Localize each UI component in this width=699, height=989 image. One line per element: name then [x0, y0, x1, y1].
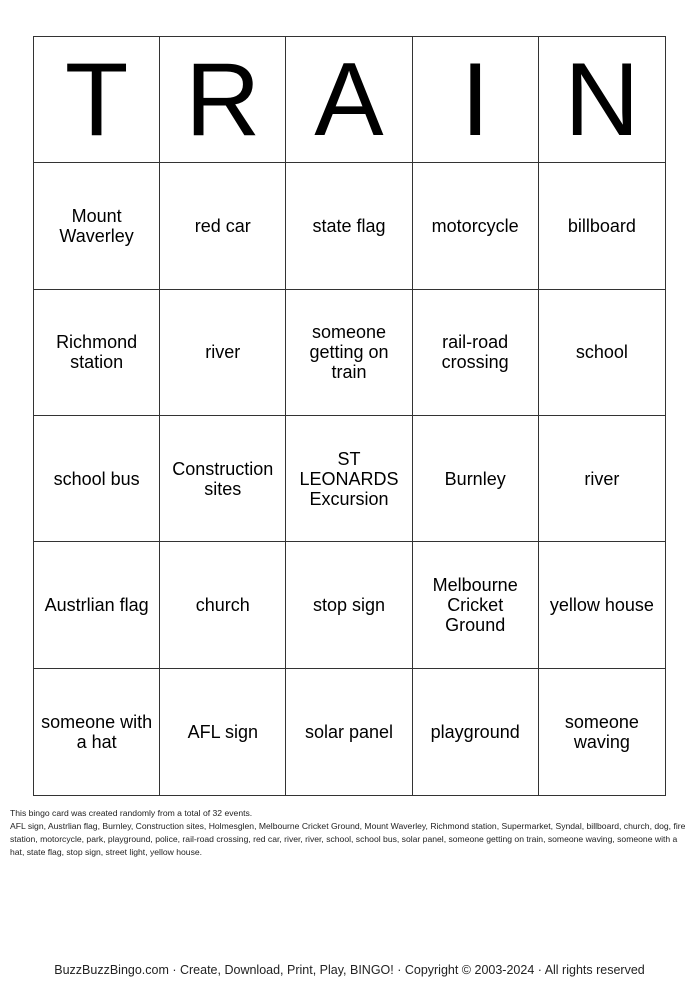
bingo-cell: playground [413, 669, 539, 795]
header-letter-r: R [160, 37, 286, 163]
header-letter-n: N [539, 37, 665, 163]
bingo-cell: red car [160, 163, 286, 289]
bingo-cell: someone waving [564, 711, 639, 752]
event-notes [10, 807, 690, 859]
bingo-cell: school bus [34, 416, 160, 542]
bingo-cell: someone with a hat [34, 669, 160, 795]
bingo-cell: Burnley [413, 416, 539, 542]
bingo-cell: Construction sites [160, 416, 286, 542]
bingo-card [33, 36, 666, 796]
bingo-cell: river [160, 290, 286, 416]
header-letter-i: I [413, 37, 539, 163]
bingo-cell: Richmond station [34, 290, 160, 416]
bingo-cell: Austrlian flag [34, 542, 160, 668]
bingo-cell: Melbourne Cricket Ground [413, 542, 539, 668]
bingo-cell: school [539, 290, 665, 416]
bingo-cell: someone getting on train [286, 290, 412, 416]
footer-copyright: BuzzBuzzBingo.com · Create, Download, Print, Play, BINGO! · Copyright © 2003-2024 · All rights reserved [54, 963, 645, 977]
bingo-cell: solar panel [286, 669, 412, 795]
bingo-cell: stop sign [286, 542, 412, 668]
bingo-cell: river [539, 416, 665, 542]
bingo-cell: church [160, 542, 286, 668]
bingo-cell: motorcycle [413, 163, 539, 289]
bingo-cell: rail-road crossing [413, 290, 539, 416]
bingo-cell: state flag [286, 163, 412, 289]
bingo-cell: Mount Waverley [34, 163, 160, 289]
bingo-cell: ST LEONARDS Excursion [286, 416, 412, 542]
bingo-cell: AFL sign [160, 669, 286, 795]
header-letter-a: A [286, 37, 412, 163]
notes-intro: This bingo card was created randomly from a total of 32 events. [10, 808, 253, 818]
header-letter-t: T [34, 37, 160, 163]
bingo-cell: billboard [539, 163, 665, 289]
notes-event-list: AFL sign, Austrlian flag, Burnley, Construction sites, Holmesglen, Melbourne Cricket Ground, Mount Waverley, Richmond station, Supermarket, Syndal, billboard, church, dog, fire station, motorcycle, park, playground, police, rail-road crossing, red car, river, river, school, school bus, solar panel, someone getting on train, someone waving, someone with a hat, state flag, stop sign, street light, yellow house. [10, 821, 686, 857]
bingo-cell: yellow house [539, 542, 665, 668]
